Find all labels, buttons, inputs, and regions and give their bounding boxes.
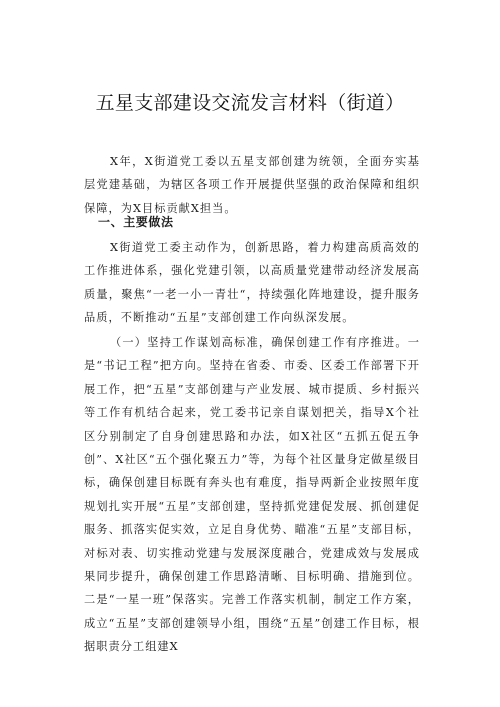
subsection-paragraph: （一）坚持工作谋划高标准，确保创建工作有序推进。一是“书记工程”把方向。坚持在省委、市委、区委工作部署下开展工作，把“五星”支部创建与产业发展、城市提质、乡村振兴等工作有机结合起来，党工委书记亲自谋划把关，指导X个社区分别制定了自身创建思路和办法，如X社区“五抓五促五争创”、X社区“五个强化聚五力”等，为每个社区量身定做星级目标，确保创建目标既有奔头也有难度，指导两新企业按照年度规划扎实开展“五星”支部创建，坚持抓党建促发展、抓创建促服务、抓落实促实效，立足自身优势、瞄准“五星”支部目标，对标对表、切实推动党建与发展深度融合，党建成效与发展成果同步提升，确保创建工作思路清晰、目标明确、措施到位。二是“一星一班”保落实。完善工作落实机制，制定工作方案，成立“五星”支部创建领导小组，围绕“五星”创建工作目标，根据职责分工组建X [84, 336, 420, 654]
section-heading: 一、主要做法 [98, 215, 174, 229]
document-title: 五星支部建设交流发言材料（街道） [95, 92, 405, 114]
section-paragraph: X街道党工委主动作为，创新思路，着力构建高质高效的工作推进体系，强化党建引领，以高质量党建带动经济发展高质量，聚焦“一老一小一青壮“，持续强化阵地建设，提升服务品质，不断推动“五星”支部创建工作向纵深发展。 [84, 241, 420, 325]
intro-paragraph: X年，X街道党工委以五星支部创建为统领，全面夯实基层党建基础，为辖区各项工作开展提供坚强的政治保障和组织保障，为X目标贡献X担当。 [84, 155, 420, 215]
